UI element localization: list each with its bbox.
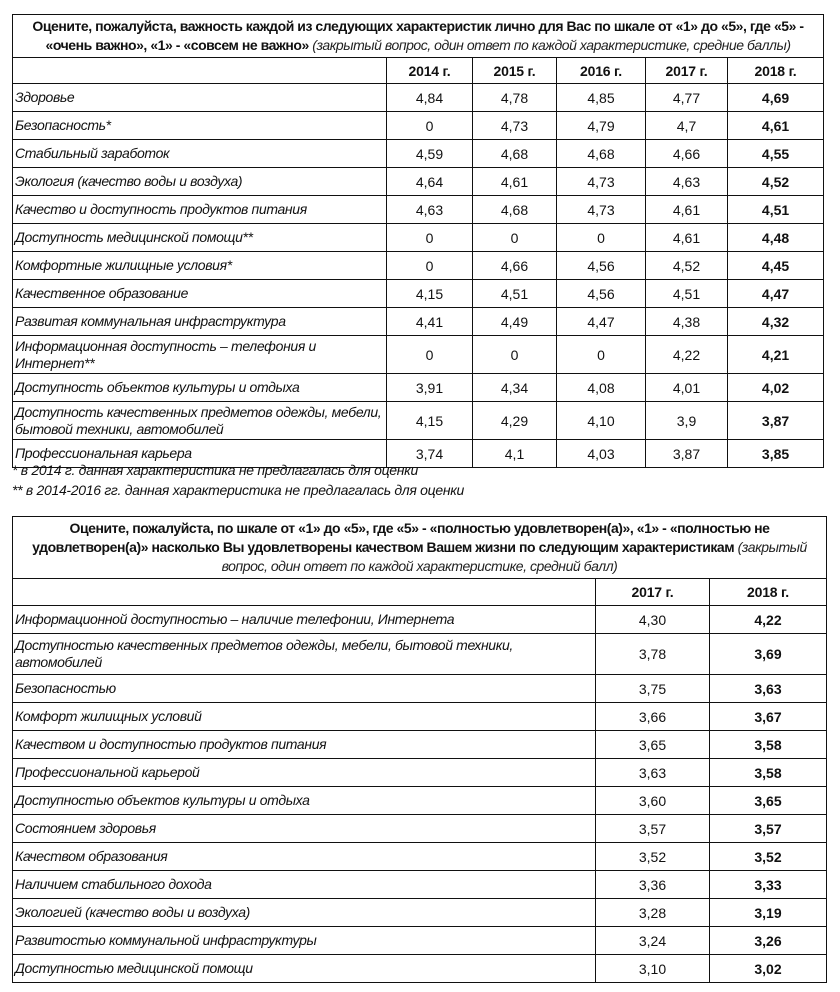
row-value: 4,51 (473, 280, 557, 308)
row-value: 3,26 (710, 927, 827, 955)
row-value: 0 (387, 336, 473, 374)
importance-title-row (13, 15, 824, 58)
importance-header-row (13, 58, 824, 84)
row-value: 3,24 (596, 927, 710, 955)
col-header-2018: 2018 г. (728, 58, 824, 84)
row-value: 4,77 (646, 84, 728, 112)
row-value: 4,63 (646, 168, 728, 196)
table-row (13, 815, 827, 843)
row-value: 4,63 (387, 196, 473, 224)
importance-title-bold: Оцените, пожалуйста, важность каждой из следующих характеристик лично для Вас по шкале от «1» до «5», где «5» - «очень важно», «1» - «совсем не важно» (32, 18, 804, 53)
table-row (13, 374, 824, 402)
table-row (13, 402, 824, 440)
row-value: 3,65 (596, 731, 710, 759)
row-value: 4,61 (728, 112, 824, 140)
row-label: Качеством и доступностью продуктов питания (13, 731, 596, 759)
row-label: Экология (качество воды и воздуха) (13, 168, 387, 196)
row-label: Здоровье (13, 84, 387, 112)
table-row (13, 224, 824, 252)
table-row (13, 336, 824, 374)
row-label: Информационной доступностью – наличие телефонии, Интернета (13, 606, 596, 634)
row-value: 3,75 (596, 675, 710, 703)
row-value: 3,58 (710, 731, 827, 759)
row-label: Профессиональной карьерой (13, 759, 596, 787)
row-value: 4,48 (728, 224, 824, 252)
table-row (13, 759, 827, 787)
table-row (13, 731, 827, 759)
row-value: 3,57 (710, 815, 827, 843)
row-value: 0 (473, 224, 557, 252)
table-row (13, 675, 827, 703)
row-value: 4,61 (473, 168, 557, 196)
row-value: 3,85 (728, 440, 824, 468)
row-value: 4,73 (557, 168, 646, 196)
satisfaction-table (12, 516, 827, 983)
row-value: 3,33 (710, 871, 827, 899)
row-value: 4,52 (728, 168, 824, 196)
row-label: Доступность объектов культуры и отдыха (13, 374, 387, 402)
col-header-2018: 2018 г. (710, 579, 827, 606)
row-value: 4,38 (646, 308, 728, 336)
row-value: 4,08 (557, 374, 646, 402)
row-value: 4,47 (557, 308, 646, 336)
table-row (13, 140, 824, 168)
row-value: 4,61 (646, 224, 728, 252)
importance-table (12, 14, 824, 468)
row-label: Развитая коммунальная инфраструктура (13, 308, 387, 336)
table-row (13, 196, 824, 224)
row-value: 4,68 (557, 140, 646, 168)
row-value: 3,52 (596, 843, 710, 871)
row-value: 4,56 (557, 252, 646, 280)
row-value: 4,51 (728, 196, 824, 224)
table-row (13, 606, 827, 634)
row-value: 4,22 (710, 606, 827, 634)
row-value: 4,52 (646, 252, 728, 280)
row-value: 4,66 (473, 252, 557, 280)
row-value: 4,59 (387, 140, 473, 168)
row-value: 4,73 (557, 196, 646, 224)
row-value: 4,15 (387, 280, 473, 308)
footnote-2: ** в 2014-2016 гг. данная характеристика не предлагалась для оценки (12, 482, 465, 498)
row-value: 4,68 (473, 196, 557, 224)
row-value: 3,74 (387, 440, 473, 468)
table-row (13, 871, 827, 899)
row-label: Состоянием здоровья (13, 815, 596, 843)
row-value: 3,9 (646, 402, 728, 440)
row-value: 0 (387, 224, 473, 252)
row-label: Экологией (качество воды и воздуха) (13, 899, 596, 927)
header-empty-cell (13, 58, 387, 84)
row-value: 3,91 (387, 374, 473, 402)
row-value: 4,49 (473, 308, 557, 336)
row-value: 4,03 (557, 440, 646, 468)
row-value: 3,65 (710, 787, 827, 815)
row-label: Комфорт жилищных условий (13, 703, 596, 731)
row-value: 4,45 (728, 252, 824, 280)
row-value: 3,67 (710, 703, 827, 731)
row-value: 4,10 (557, 402, 646, 440)
row-value: 4,55 (728, 140, 824, 168)
satisfaction-title-bold: Оцените, пожалуйста, по шкале от «1» до «5», где «5» - «полностью удовлетворен(а)», «1» - «полностью не удовлетворен(а)» насколько Вы удовлетворены качеством Вашем жизни по следующим характеристикам (32, 520, 770, 555)
row-value: 4,34 (473, 374, 557, 402)
row-label: Безопасность* (13, 112, 387, 140)
row-value: 4,02 (728, 374, 824, 402)
row-value: 4,56 (557, 280, 646, 308)
row-value: 4,01 (646, 374, 728, 402)
row-label: Развитостью коммунальной инфраструктуры (13, 927, 596, 955)
row-value: 4,79 (557, 112, 646, 140)
col-header-2017: 2017 г. (646, 58, 728, 84)
row-value: 4,64 (387, 168, 473, 196)
row-value: 4,15 (387, 402, 473, 440)
row-value: 4,47 (728, 280, 824, 308)
row-value: 3,87 (728, 402, 824, 440)
table-row (13, 168, 824, 196)
table-row (13, 955, 827, 983)
row-value: 3,87 (646, 440, 728, 468)
row-label: Профессиональная карьера (13, 440, 387, 468)
row-value: 4,22 (646, 336, 728, 374)
row-value: 4,68 (473, 140, 557, 168)
row-value: 4,61 (646, 196, 728, 224)
row-value: 0 (387, 112, 473, 140)
satisfaction-title-note: (закрытый вопрос, один ответ по каждой характеристике, средний балл) (221, 539, 807, 574)
row-value: 4,84 (387, 84, 473, 112)
row-label: Качество и доступность продуктов питания (13, 196, 387, 224)
row-value: 4,21 (728, 336, 824, 374)
row-label: Качественное образование (13, 280, 387, 308)
table-row (13, 927, 827, 955)
row-value: 0 (473, 336, 557, 374)
row-value: 3,36 (596, 871, 710, 899)
row-value: 4,30 (596, 606, 710, 634)
table-row (13, 787, 827, 815)
table-row (13, 280, 824, 308)
row-value: 4,29 (473, 402, 557, 440)
row-value: 3,57 (596, 815, 710, 843)
row-label: Доступность медицинской помощи** (13, 224, 387, 252)
row-value: 4,73 (473, 112, 557, 140)
table-row (13, 634, 827, 675)
row-label: Стабильный заработок (13, 140, 387, 168)
row-label: Безопасностью (13, 675, 596, 703)
row-value: 4,69 (728, 84, 824, 112)
row-value: 0 (557, 336, 646, 374)
row-value: 3,28 (596, 899, 710, 927)
table-row (13, 899, 827, 927)
row-label: Комфортные жилищные условия* (13, 252, 387, 280)
row-value: 3,19 (710, 899, 827, 927)
col-header-2015: 2015 г. (473, 58, 557, 84)
row-value: 4,66 (646, 140, 728, 168)
satisfaction-title-row (13, 517, 827, 579)
col-header-2017: 2017 г. (596, 579, 710, 606)
row-value: 3,63 (596, 759, 710, 787)
row-label: Информационная доступность – телефония и Интернет** (13, 336, 387, 374)
row-value: 3,52 (710, 843, 827, 871)
row-label: Наличием стабильного дохода (13, 871, 596, 899)
row-value: 3,78 (596, 634, 710, 675)
row-label: Доступностью медицинской помощи (13, 955, 596, 983)
row-value: 4,51 (646, 280, 728, 308)
satisfaction-header-row (13, 579, 827, 606)
header-empty-cell (13, 579, 596, 606)
table-row (13, 84, 824, 112)
satisfaction-title (13, 517, 827, 579)
row-value: 3,10 (596, 955, 710, 983)
row-value: 4,41 (387, 308, 473, 336)
row-value: 3,69 (710, 634, 827, 675)
row-label: Доступностью объектов культуры и отдыха (13, 787, 596, 815)
row-value: 4,1 (473, 440, 557, 468)
row-value: 4,7 (646, 112, 728, 140)
importance-title (13, 15, 824, 58)
row-label: Доступностью качественных предметов одежды, мебели, бытовой техники, автомобилей (13, 634, 596, 675)
row-value: 4,85 (557, 84, 646, 112)
table-row (13, 703, 827, 731)
col-header-2016: 2016 г. (557, 58, 646, 84)
row-value: 4,78 (473, 84, 557, 112)
row-value: 3,60 (596, 787, 710, 815)
row-label: Качеством образования (13, 843, 596, 871)
importance-title-note: (закрытый вопрос, один ответ по каждой характеристике, средние баллы) (312, 37, 791, 53)
row-label: Доступность качественных предметов одежды, мебели, бытовой техники, автомобилей (13, 402, 387, 440)
footnote-1: * в 2014 г. данная характеристика не предлагалась для оценки (12, 462, 418, 478)
importance-body (13, 84, 824, 468)
row-value: 3,63 (710, 675, 827, 703)
table-row (13, 843, 827, 871)
row-value: 3,02 (710, 955, 827, 983)
row-value: 0 (387, 252, 473, 280)
col-header-2014: 2014 г. (387, 58, 473, 84)
table-row (13, 252, 824, 280)
satisfaction-body (13, 606, 827, 983)
row-value: 3,66 (596, 703, 710, 731)
row-value: 0 (557, 224, 646, 252)
table-row (13, 308, 824, 336)
row-value: 3,58 (710, 759, 827, 787)
table-row (13, 112, 824, 140)
row-value: 4,32 (728, 308, 824, 336)
